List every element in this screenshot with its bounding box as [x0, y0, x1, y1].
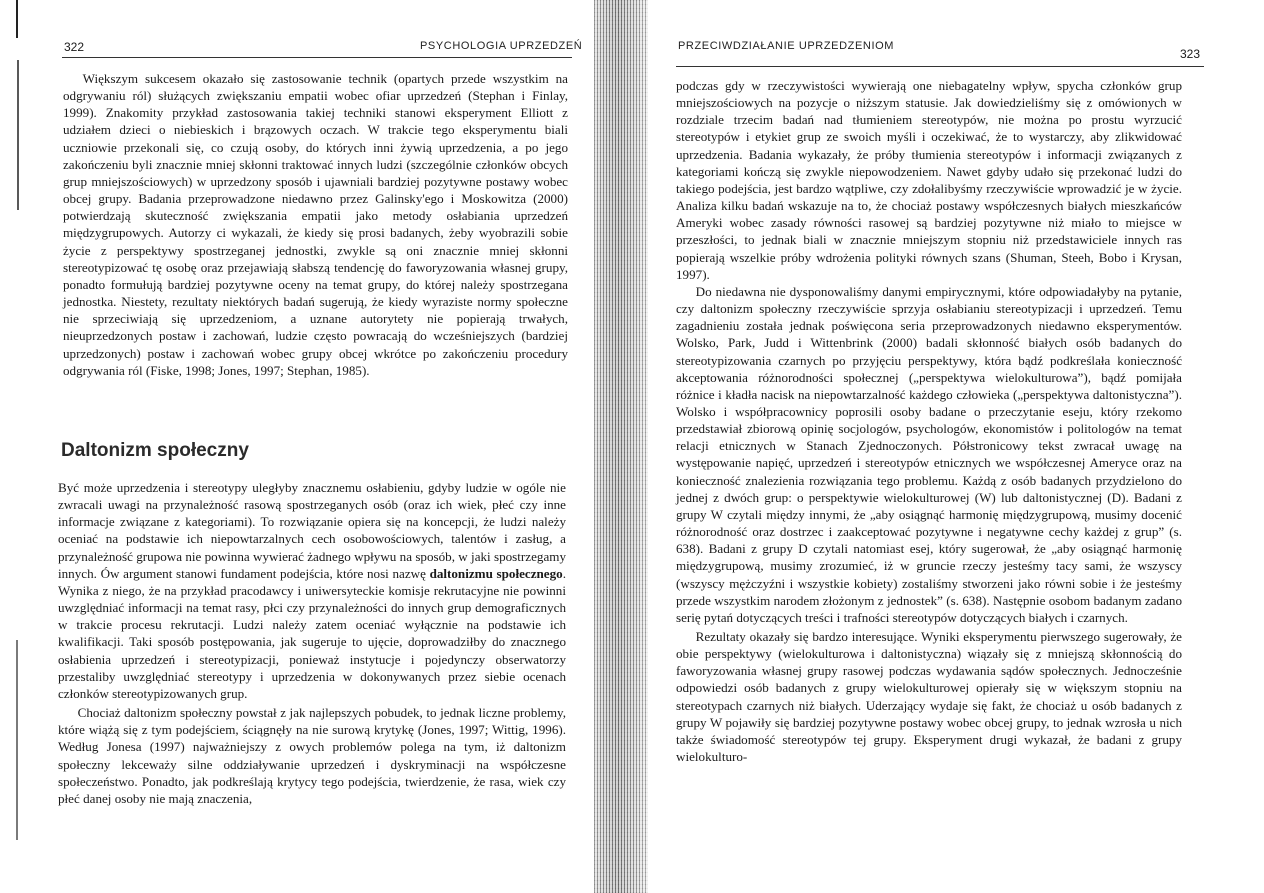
section-heading: Daltonizm społeczny — [61, 440, 249, 461]
body-text — [676, 77, 1182, 765]
header-rule — [676, 66, 1204, 67]
running-head: PRZECIWDZIAŁANIE UPRZEDZENIOM — [678, 40, 895, 52]
running-head: PSYCHOLOGIA UPRZEDZEŃ — [420, 40, 583, 52]
text-run: Być może uprzedzenia i stereotypy uległyby znacznemu osłabieniu, gdyby ludzie w ogóle nie zwracali uwagi na przynależność rasową spostrzeganych osób (oraz ich wiek, płeć czy inne informacje związane z kategoriami). To rozwiązanie opiera się na koncepcji, że ludzi należy oceniać na podstawie ich niepowtarzalnych cech osobowościowych, talentów i zasług, a przynależność grupowa nie powinna wywierać żadnego wpływu na sposób, w jaki spostrzegamy innych. Ów argument stanowi fundament podejścia, które nosi nazwę — [58, 480, 566, 581]
paragraph: Do niedawna nie dysponowaliśmy danymi empirycznymi, które odpowiadałyby na pytanie, czy daltonizm społeczny rzeczywiście sprzyja osłabianiu stereotypizacji i uprzedzeń. Temu zagadnieniu została jednak poświęcona seria przeprowadzonych niedawno eksperymentów. Wolsko, Park, Judd i Wittenbrink (2000) badali skłonność białych osób badanych do stereotypizowania czarnych po przyjęciu perspektywy, która bądź podkreślała konieczność akceptowania różnorodności społecznej („perspektywa wielokulturowa”), bądź pomijała różnice i kładła nacisk na niepowtarzalność każdego człowieka („perspektywa daltonistyczna”). Wolsko i współpracownicy poprosili osoby badane o przeczytanie eseju, który rzekomo przedstawiał zbiorową opinię socjologów, psychologów, ekonomistów i politologów na temat relacji etnicznych w Stanach Zjednoczonych. Półstronicowy tekst zwracał uwagę na występowanie napięć, uprzedzeń i stereotypów etnicznych we współczesnej Ameryce oraz na konieczność znalezienia rozwiązania tego problemu. Każdą z osób badanych przydzielono do jednej z dwóch grup: o perspektywie wielokulturowej (W) lub daltonistycznej (D). Badani z grupy W czytali między innymi, że „aby osiągnąć harmonię międzygrupową, musimy docenić różnorodność oraz dostrzec i zaakceptować pozytywne i negatywne cechy każdej z grup” (s. 638). Badani z grupy D czytali natomiast esej, który sugerował, że „aby osiągnąć harmonię międzygrupową, musimy zrozumieć, iż w gruncie rzeczy jesteśmy tacy sami, że wszyscy (wszyscy mężczyźni i wszystkie kobiety) zostaliśmy stworzeni jako równi sobie i że jesteśmy przede wszystkim narodem złożonym z jednostek” (s. 638). Następnie osobom badanym zadano serię pytań dotyczących treści i trafności stereotypów dotyczących białych i czarnych. — [676, 283, 1182, 625]
left-page — [0, 0, 594, 893]
header-rule — [62, 57, 572, 58]
key-term: daltonizmu społecznego — [429, 565, 563, 581]
paragraph: Rezultaty okazały się bardzo interesujące. Wyniki eksperymentu pierwszego sugerowały, że obie perspektywy (wielokulturowa i daltonistyczna) wiązały się z mniejszą skłonnością do faworyzowania własnej grupy rasowej podczas wydawania sądów społecznych. Jednocześnie odpowiedzi osób badanych z grupy wielokulturowej opierały się w większym stopniu na stereotypach czarnych niż białych. Uderzający wydaje się fakt, że chociaż u osób badanych z grupy W pojawiły się bardziej pozytywne postawy wobec obcej grupy, to jednak wzrosła u nich także świadomość stereotypów tej grupy. Eksperyment drugi wykazał, że badani z grupy wielokulturo- — [676, 629, 1182, 765]
book-gutter — [594, 0, 648, 893]
paragraph — [58, 479, 566, 702]
page-number: 323 — [1180, 47, 1201, 61]
paragraph: podczas gdy w rzeczywistości wywierają one niebagatelny wpływ, spycha członków grup mniejszościowych na pozycje o niższym statusie. Jak dowiedzieliśmy się z omówionych w rozdziale trzecim badań nad tłumieniem stereotypów, nie można po prostu wyrzucić stereotypów i etykiet grup ze swoich myśli i oczekiwać, że to wystarczy, aby zlikwidować uprzedzenia. Badania wykazały, że próby tłumienia stereotypów i informacji związanych z kategoriami kończą się zwykle niepowodzeniem. Nawet gdyby udało się przekonać ludzi do takiego podejścia, jest bardzo wątpliwe, czy zdołalibyśmy rzeczywiście wprowadzić je w życie. Analiza kilku badań wskazuje na to, że chociaż postawy współczesnych białych mieszkańców Ameryki wobec zasady równości rasowej są bardziej pozytywne niż miało to miejsce w przeszłości, to jednak biali w znacznie mniejszym stopniu niż przedstawiciele innych ras popierają wszelkie próby wdrożenia polityki równych szans (Shuman, Steeh, Bobo i Krysan, 1997). — [676, 78, 1182, 282]
body-text-bottom — [58, 479, 566, 807]
text-run: . Wynika z niego, że na przykład pracodawcy i uniwersyteckie komisje rekrutacyjne nie powinni uwzględniać informacji na temat rasy, płci czy przynależności do innych grup demograficznych w trakcie procesu rekrutacji. Ludzi należy zatem oceniać wyłącznie na podstawie ich kwalifikacji. Taki sposób postępowania, jak sugeruje to ujęcie, doprowadziłby do znacznego osłabienia uprzedzeń i stereotypizacji, ponieważ instytucje i pojedynczy obserwatorzy przestaliby uwzględniać stereotypy i uprzedzenia w dokonywanych przez siebie ocenach członków stereotypizowanych grup. — [58, 565, 566, 701]
right-page — [648, 0, 1264, 893]
paragraph: Większym sukcesem okazało się zastosowanie technik (opartych przede wszystkim na odgrywaniu ról) służących zwiększaniu empatii wobec ofiar uprzedzeń (Stephan i Finlay, 1999). Znakomity przykład zastosowania takiej techniki stanowi eksperyment Elliott z udziałem dzieci o niebieskich i brązowych oczach. W trakcie tego eksperymentu biali uczniowie przekonali się, co czują osoby, do których inni żywią uprzedzenia, a po jego zakończeniu byli znacznie mniej skłonni traktować innych ludzi (szczególnie członków obcych grup mniejszościowych) w uprzedzony sposób i ujawniali bardziej pozytywne postawy wobec obcej grupy. Badania przeprowadzone niedawno przez Galinsky'ego i Moskowitza (2000) potwierdzają skuteczność zwiększania empatii jako metody osłabiania uprzedzeń międzygrupowych. Autorzy ci wykazali, że kiedy się prosi badanych, żeby wyobrazili sobie życie z perspektywy spostrzeganej jednostki, zwykle są oni znacznie mniej skłonni stereotypizować tę osobę oraz przejawiają słabszą tendencję do faworyzowania własnej grupy, ponadto formułują bardziej pozytywne oceny na temat grupy, do której należy spostrzegana jednostka. Niestety, rezultaty niektórych badań sugerują, że kiedy wyraziste normy społeczne nie sprzeciwiają się uprzedzeniom, a uznane autorytety nie popierają trwałych, nieuprzedzonych postaw i zachowań, ludzie często powracają do wcześniejszych (bardziej uprzedzonych) postaw i zachowań wobec grupy obcej wkrótce po zakończeniu procedury odgrywania ról (Fiske, 1998; Jones, 1997; Stephan, 1985). — [63, 71, 568, 378]
body-text-top — [63, 70, 568, 379]
paragraph: Chociaż daltonizm społeczny powstał z jak najlepszych pobudek, to jednak liczne problemy, które wiążą się z tym podejściem, ściągnęły na nie surową krytykę (Jones, 1997; Wittig, 1996). Według Jonesa (1997) najważniejszy z owych problemów polega na tym, iż daltonizm społeczny lekceważy silne oddziaływanie uprzedzeń i dyskryminacji na współczesne społeczeństwo. Ponadto, jak podkreślają krytycy tego podejścia, twierdzenie, że rasa, wiek czy płeć danej osoby nie mają znaczenia, — [58, 705, 566, 806]
page-number: 322 — [64, 40, 85, 54]
